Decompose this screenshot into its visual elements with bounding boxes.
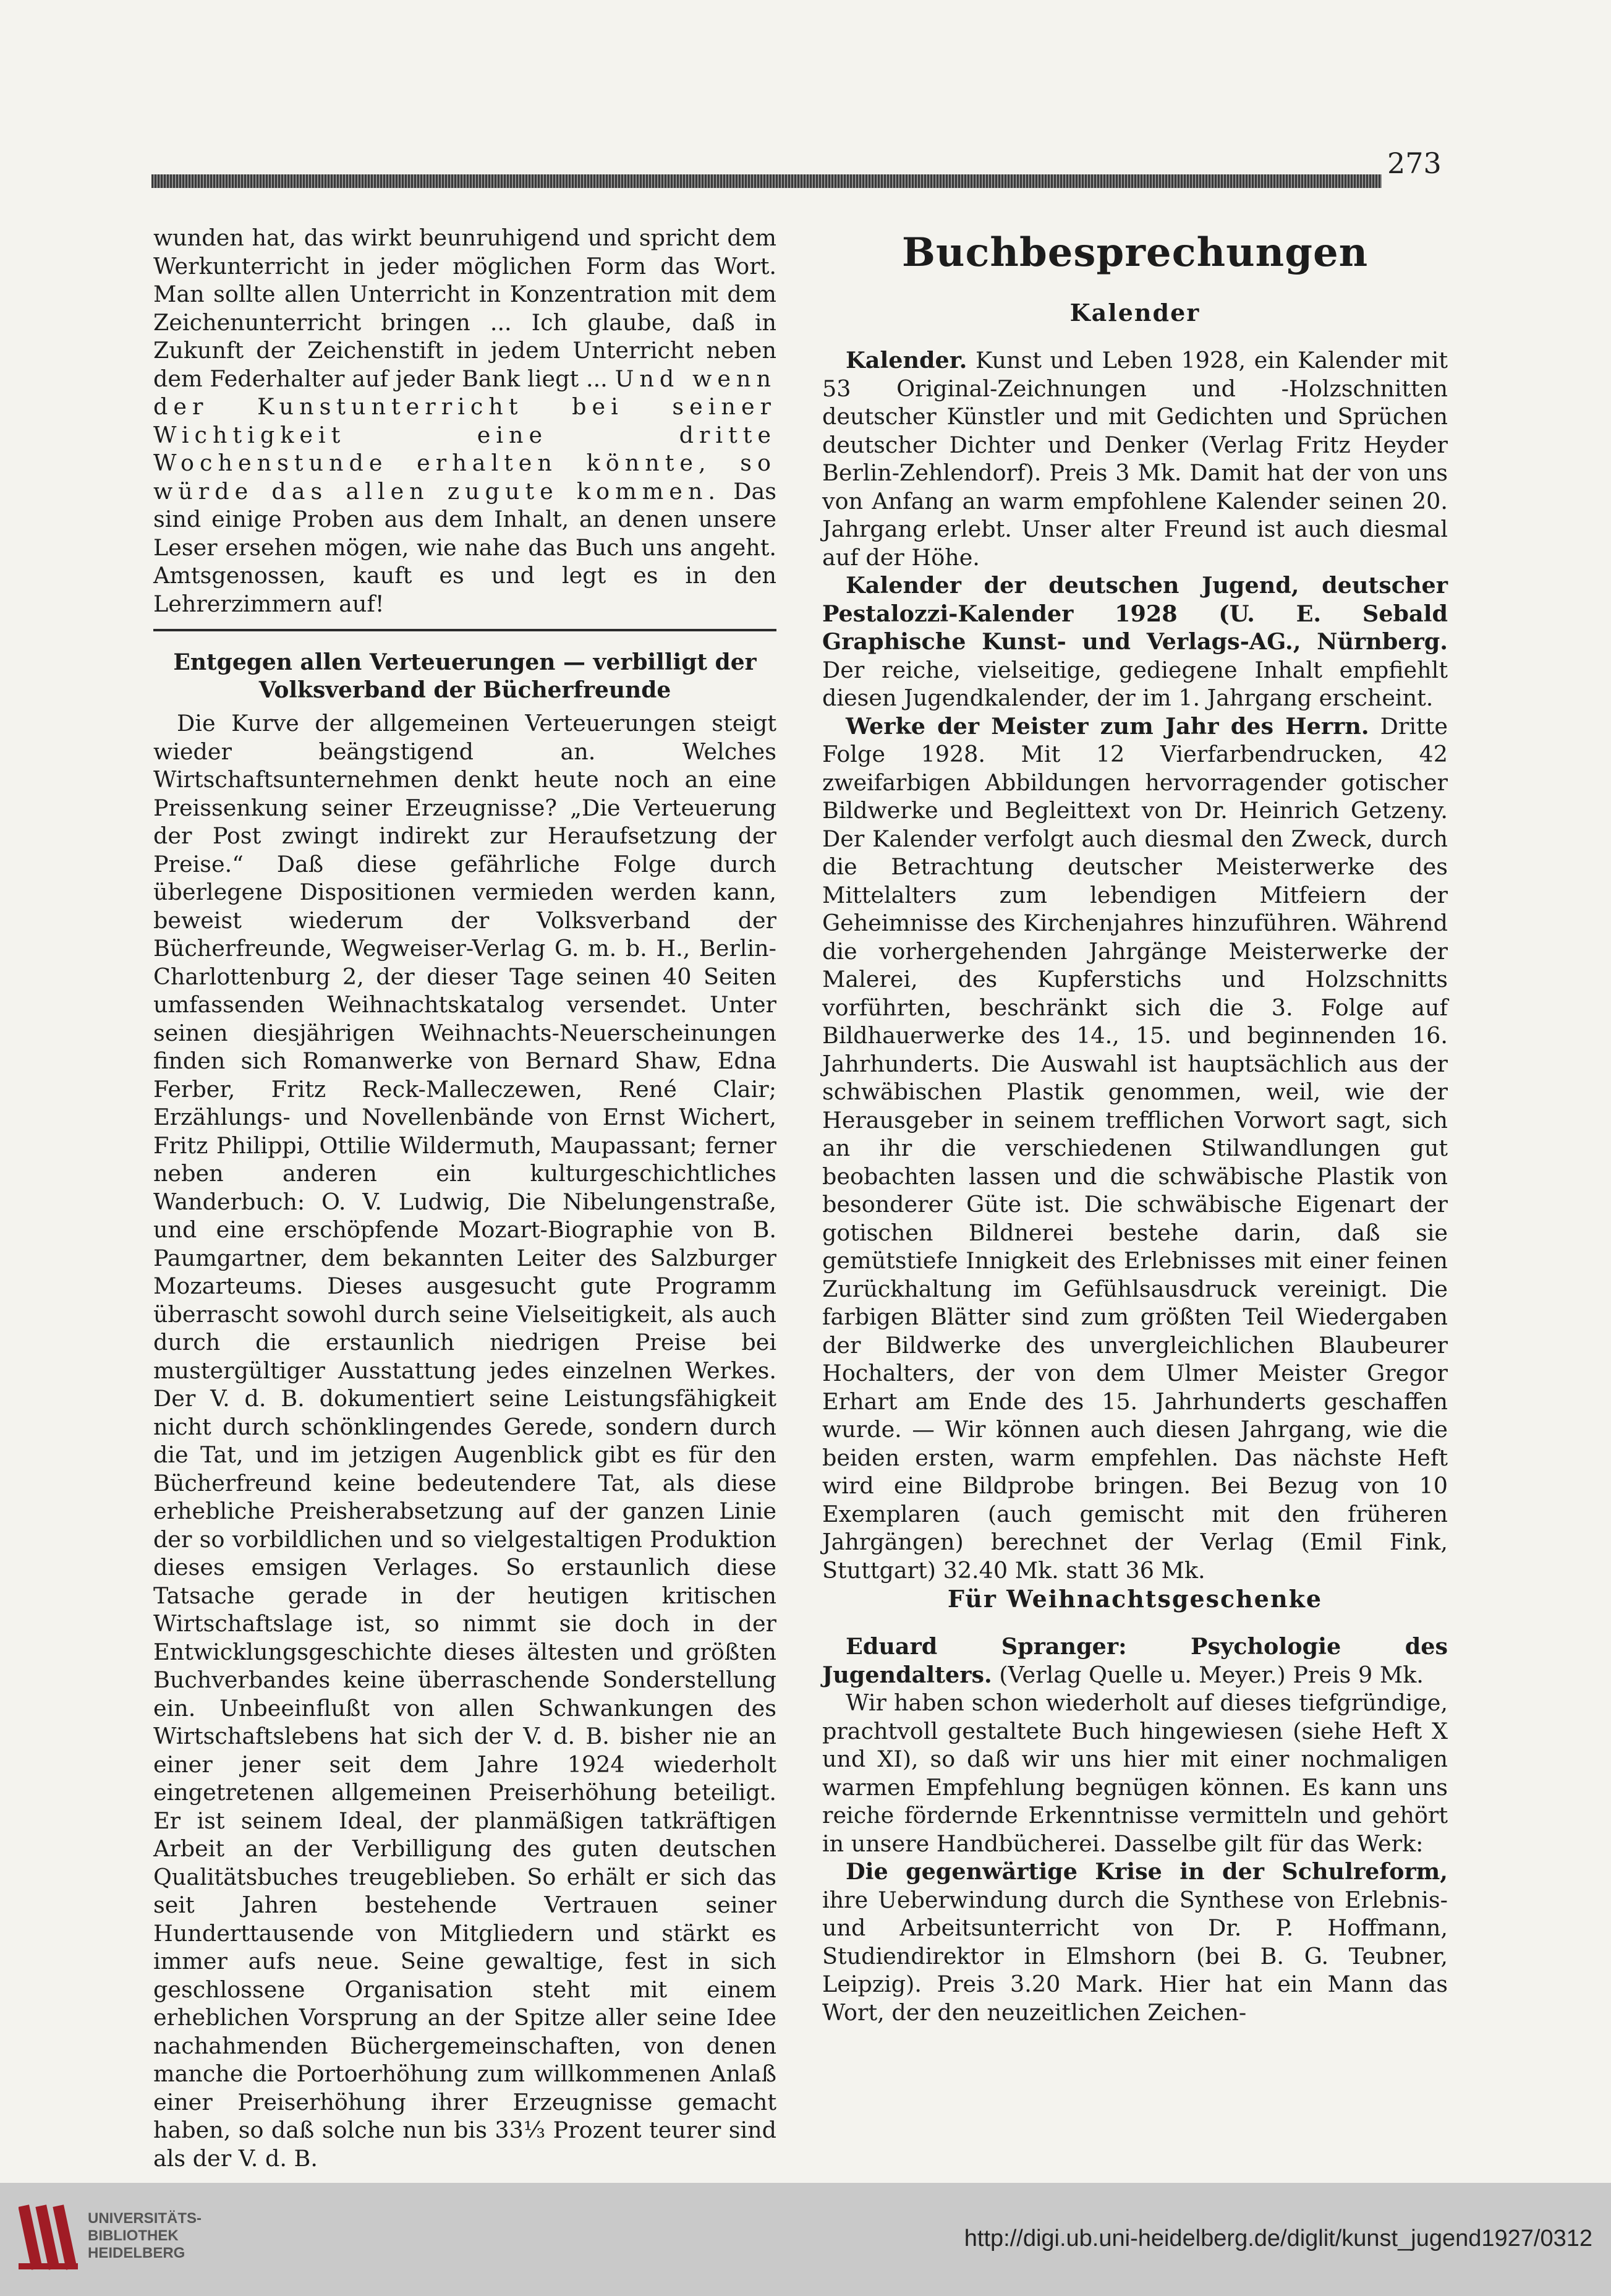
source-url-link[interactable]: http://digi.ub.uni-heidelberg.de/diglit/kunst_jugend1927/0312	[964, 2226, 1592, 2251]
library-logo-icon	[19, 2196, 80, 2277]
article-divider	[153, 629, 776, 631]
article-title: Entgegen allen Verteuerungen — verbilligt der Volksverband der Bücherfreunde	[173, 649, 757, 703]
review-entry	[822, 571, 1448, 712]
review-entry-title: Die gegenwärtige Krise in der Schulreform,	[846, 1858, 1448, 1885]
section-title: Buchbesprechungen	[901, 229, 1369, 276]
header-rule	[151, 174, 1382, 188]
review-entry	[822, 712, 1448, 1585]
page-number: 273	[1387, 147, 1442, 180]
right-column	[822, 224, 1448, 2026]
review-entry	[822, 1858, 1448, 2026]
review-entry-title: Werke der Meister zum Jahr des Herrn.	[846, 712, 1369, 740]
subsection-title-weihnachtsgeschenke: Für Weihnachtsgeschenke	[947, 1585, 1323, 1613]
intro-text-spaced: Und wenn der Kunstunterricht bei seiner Wichtigkeit eine dritte Wochenstunde erhalten könnte, so würde das allen zugute kommen.	[153, 365, 776, 505]
logo-line: UNIVERSITÄTS-	[88, 2210, 202, 2227]
review-entry-text: (Verlag Quelle u. Meyer.) Preis 9 Mk.	[992, 1661, 1424, 1688]
intro-paragraph	[153, 224, 776, 618]
subsection-title-kalender: Kalender	[1069, 299, 1201, 326]
left-column	[153, 224, 776, 2172]
intro-text-2: Das sind einige Proben aus dem Inhalt, an denen unsere Leser ersehen mögen, wie nahe das Buch uns angeht. Amtsgenossen, kauft es und legt es in den Lehrerzimmern auf!	[153, 477, 776, 617]
review-entry	[822, 1689, 1448, 1858]
article-body: Die Kurve der allgemeinen Verteuerungen steigt wieder beängstigend an. Welches Wirtschaftsunternehmen denkt heute noch an eine Preissenkung seiner Erzeugnisse? „Die Verteuerung der Post zwingt indirekt zur Heraufsetzung der Preise.“ Daß diese gefährliche Folge durch überlegene Dispositionen vermieden werden kann, beweist wiederum der Volksverband der Bücherfreunde, Wegweiser-Verlag G. m. b. H., Berlin-Charlottenburg 2, der dieser Tage seinen 40 Seiten umfassenden Weihnachtskatalog versendet. Unter seinen diesjährigen Weihnachts-Neuerscheinungen finden sich Romanwerke von Bernard Shaw, Edna Ferber, Fritz Reck-Malleczewen, René Clair; Erzählungs- und Novellenbände von Ernst Wichert, Fritz Philippi, Ottilie Wildermuth, Maupassant; ferner neben anderen ein kulturgeschichtliches Wanderbuch: O. V. Ludwig, Die Nibelungenstraße, und eine erschöpfende Mozart-Biographie von B. Paumgartner, dem bekannten Leiter des Salzburger Mozarteums. Dieses ausgesucht gute Programm überrascht sowohl durch seine Vielseitigkeit, als auch durch die erstaunlich niedrigen Preise bei mustergültiger Ausstattung jedes einzelnen Werkes. Der V. d. B. dokumentiert seine Leistungsfähigkeit nicht durch schönklingendes Gerede, sondern durch die Tat, und im jetzigen Augenblick gibt es für den Bücherfreund keine bedeutendere Tat, als diese erhebliche Preisherabsetzung auf der ganzen Linie der so vorbildlichen und so vielgestaltigen Produktion dieses emsigen Verlages. So erstaunlich diese Tatsache gerade in der heutigen kritischen Wirtschaftslage ist, so nimmt sie doch in der Entwicklungsgeschichte dieses ältesten und größten Buchverbandes keine überraschende Sonderstellung ein. Unbeeinflußt von allen Schwankungen des Wirtschaftslebens hat sich der V. d. B. bisher nie an einer jener seit dem Jahre 1924 wiederholt eingetretenen allgemeinen Preiserhöhung beteiligt. Er ist seinem Ideal, der planmäßigen tatkräftigen Arbeit an der Verbilligung des guten deutschen Qualitätsbuches treugeblieben. So erhält er sich das seit Jahren bestehende Vertrauen seiner Hunderttausende von Mitgliedern und stärkt es immer aufs neue. Seine gewaltige, fest in sich geschlossene Organisation steht mit einem erheblichen Vorsprung an der Spitze aller seine Idee nachahmenden Büchergemeinschaften, von denen manche die Portoerhöhung zum willkommenen Anlaß einer Preiserhöhung ihrer Erzeugnisse gemacht haben, so daß solche nun bis 33⅓ Prozent teurer sind als der V. d. B.	[153, 710, 776, 2172]
review-entry-text: Wir haben schon wiederholt auf dieses tiefgründige, prachtvoll gestaltete Buch hingewiesen (siehe Heft X und XI), so daß wir uns hier mit einer nochmaligen warmen Empfehlung begnügen können. Es kann uns reiche fördernde Erkenntnisse vermitteln und gehört in unsere Handbücherei. Dasselbe gilt für das Werk:	[822, 1689, 1448, 1857]
logo-line: BIBLIOTHEK	[88, 2227, 179, 2244]
footer-bar	[0, 2183, 1611, 2296]
review-entry-text: Der reiche, vielseitige, gediegene Inhalt empfiehlt diesen Jugendkalender, der im 1. Jahrgang erscheint.	[822, 656, 1448, 711]
review-entry-title: Eduard Spranger: Psychologie des Jugendalters.	[822, 1633, 1448, 1688]
review-entry-text: ihre Ueberwindung durch die Synthese von Erlebnis- und Arbeitsunterricht von Dr. P. Hoffmann, Studiendirektor in Elmshorn (bei B. G. Teubner, Leipzig). Preis 3.20 Mark. Hier hat ein Mann das Wort, der den neuzeitlichen Zeichen-	[822, 1886, 1448, 2026]
review-entry-text: Kunst und Leben 1928, ein Kalender mit 53 Original-Zeichnungen und -Holzschnitten deutscher Künstler und mit Gedichten und Sprüchen deutscher Dichter und Denker (Verlag Fritz Heyder Berlin-Zehlendorf). Preis 3 Mk. Damit hat der von uns von Anfang an warm empfohlene Kalender seinen 20. Jahrgang erlebt. Unser alter Freund ist auch diesmal auf der Höhe.	[822, 347, 1448, 571]
review-entry-text: Dritte Folge 1928. Mit 12 Vierfarbendrucken, 42 zweifarbigen Abbildungen hervorragender gotischer Bildwerke und Begleittext von Dr. Heinrich Getzeny. Der Kalender verfolgt auch diesmal den Zweck, durch die Betrachtung deutscher Meisterwerke des Mittelalters zum lebendigen Mitfeiern der Geheimnisse des Kirchenjahres hinzuführen. Während die vorhergehenden Jahrgänge Meisterwerke der Malerei, des Kupferstichs und Holzschnitts vorführten, beschränkt sich die 3. Folge auf Bildhauerwerke des 14., 15. und beginnenden 16. Jahrhunderts. Die Auswahl ist hauptsächlich aus der schwäbischen Plastik genommen, weil, wie der Herausgeber in seinem trefflichen Vorwort sagt, sich an ihr die verschiedenen Stilwandlungen gut beobachten lassen und die schwäbische Plastik von besonderer Güte ist. Die schwäbische Eigenart der gotischen Bildnerei bestehe darin, daß sie gemütstiefe Innigkeit des Erlebnisses mit einer feinen Zurückhaltung im Gefühlsausdruck vereinigt. Die farbigen Blätter sind zum größten Teil Wiedergaben der Bildwerke des unvergleichlichen Blaubeurer Hochalters, der von dem Ulmer Meister Gregor Erhart am Ende des 15. Jahrhunderts geschaffen wurde. — Wir können auch diesen Jahrgang, wie die beiden ersten, warm empfehlen. Das nächste Heft wird eine Bildprobe bringen. Bei Bezug von 10 Exemplaren (auch gemischt mit den früheren Jahrgängen) berechnet der Verlag (Emil Fink, Stuttgart) 32.40 Mk. statt 36 Mk.	[822, 712, 1448, 1584]
review-entry	[822, 1632, 1448, 1689]
review-entry-title: Kalender der deutschen Jugend, deutscher Pestalozzi-Kalender 1928 (U. E. Sebald Graphische Kunst- und Verlags-AG., Nürnberg.	[822, 572, 1448, 655]
logo-line: HEIDELBERG	[88, 2245, 185, 2261]
review-entry	[822, 346, 1448, 571]
library-logo-text	[88, 2210, 273, 2262]
intro-text-1: wunden hat, das wirkt beunruhigend und spricht dem Werkunterricht in jeder möglichen Form das Wort. Man sollte allen Unterricht in Konzentration mit dem Zeichenunterricht bringen ... Ich glaube, daß in Zukunft der Zeichenstift in jedem Unterricht neben dem Federhalter auf jeder Bank liegt ...	[153, 224, 776, 392]
review-entry-title: Kalender.	[846, 347, 967, 373]
